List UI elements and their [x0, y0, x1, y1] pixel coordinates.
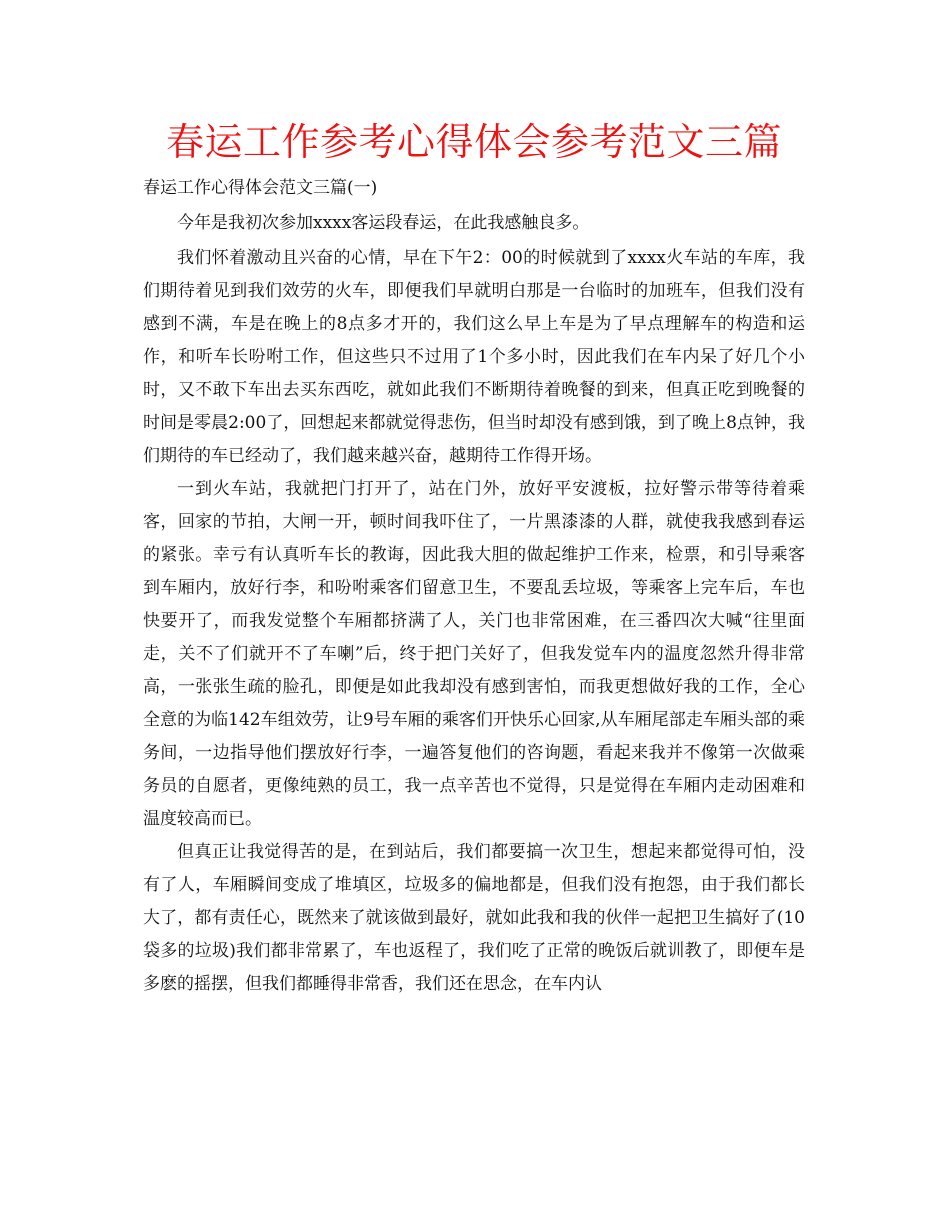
paragraph-3: 一到火车站，我就把门打开了，站在门外，放好平安渡板，拉好警示带等待着乘客，回家的节拍，大闸一开，顿时间我吓住了，一片黑漆漆的人群，就使我我感到春运的紧张。幸亏有认真听车长的教诲，因此我大胆的做起维护工作来，检票，和引导乘客到车厢内，放好行李，和吩咐乘客们留意卫生，不要乱丢垃圾，等乘客上完车后，车也快要开了，而我发觉整个车厢都挤满了人，关门也非常困难，在三番四次大喊“往里面走，关不了们就开不了车喇”后，终于把门关好了，但我发觉车内的温度忽然升得非常高，一张张生疏的脸孔，即便是如此我却没有感到害怕，而我更想做好我的工作，全心全意的为临142车组效劳，让9号车厢的乘客们开快乐心回家,从车厢尾部走车厢头部的乘务间，一边指导他们摆放好行李，一遍答复他们的咨询题，看起来我并不像第一次做乘务员的自愿者，更像纯熟的员工，我一点辛苦也不觉得，只是觉得在车厢内走动困难和温度较高而已。: [143, 479, 805, 829]
document-title: 春运工作参考心得体会参考范文三篇: [165, 120, 782, 164]
paragraph-1: 今年是我初次参加xxxx客运段春运，在此我感触良多。: [177, 213, 590, 233]
section-subtitle: 春运工作心得体会范文三篇(一): [143, 178, 378, 198]
paragraph-2: 我们怀着激动且兴奋的心情，早在下午2：00的时候就到了xxxx火车站的车库，我们期待着见到我们效劳的火车，即便我们早就明白那是一台临时的加班车，但我们没有感到不满，车是在晚上的8点多才开的，我们这么早上车是为了早点理解车的构造和运作，和听车长吩咐工作，但这些只不过用了1个多小时，因此我们在车内呆了好几个小时，又不敢下车出去买东西吃，就如此我们不断期待着晚餐的到来，但真正吃到晚餐的时间是零晨2:00了，回想起来都就觉得悲伤，但当时却没有感到饿，到了晚上8点钟，我们期待的车已经动了，我们越来越兴奋，越期待工作得开场。: [143, 248, 805, 466]
paragraph-4: 但真正让我觉得苦的是，在到站后，我们都要搞一次卫生，想起来都觉得可怕，没有了人，车厢瞬间变成了堆填区，垃圾多的偏地都是，但我们没有抱怨，由于我们都长大了，都有责任心，既然来了就该做到最好，就如此我和我的伙伴一起把卫生搞好了(10袋多的垃圾)我们都非常累了，车也返程了，我们吃了正常的晚饭后就训教了，即便车是多麽的摇摆，但我们都睡得非常香，我们还在思念，在车内认: [143, 842, 805, 994]
